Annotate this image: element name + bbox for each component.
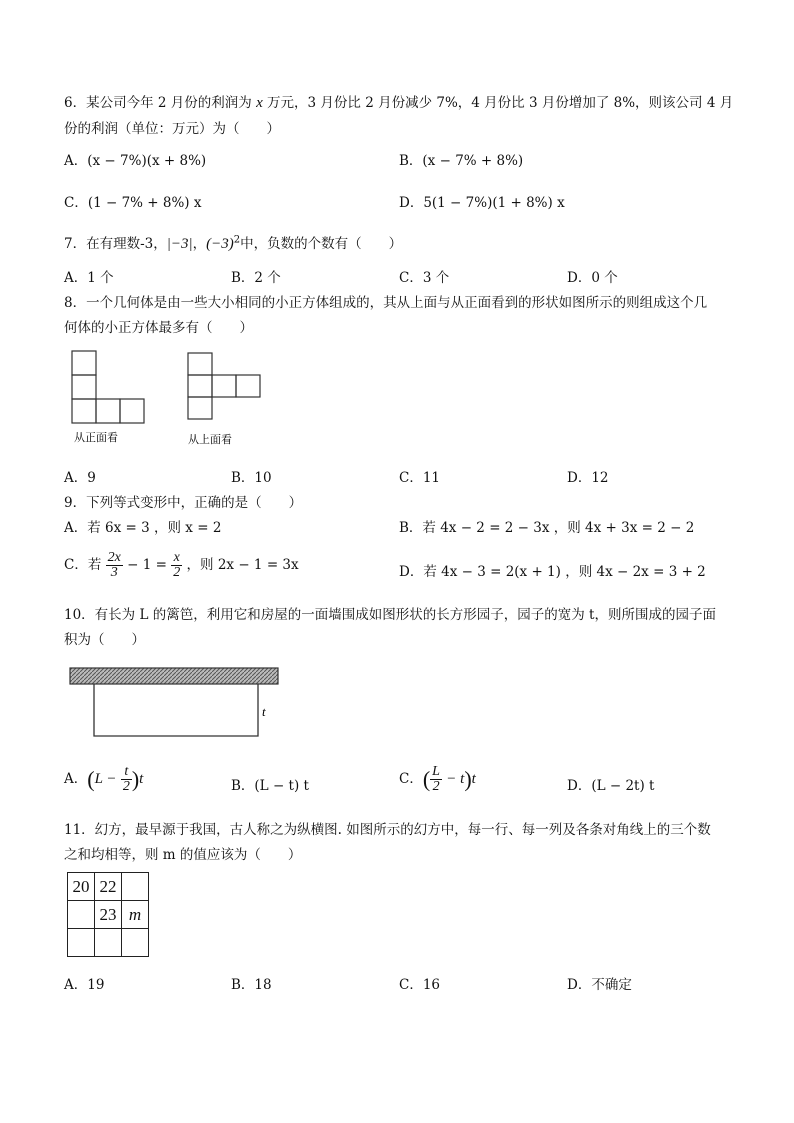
q6-option-c: C．(1 − 7% + 8%) x	[64, 195, 202, 211]
q9-option-a: A．若 6x = 3 ，则 x = 2	[64, 520, 222, 536]
q8-stem-line1: 8．一个几何体是由一些大小相同的小正方体组成的，其从上面与从正面看到的形状如图所示的则组成这个几	[64, 295, 708, 311]
fence-width-label: t	[262, 704, 266, 719]
top-view-shape	[188, 353, 260, 419]
q8-option-c: C．11	[399, 470, 441, 486]
q10-stem-line1: 10．有长为 L 的篱笆，利用它和房屋的一面墙围成如图形状的长方形园子，园子的宽为 t，则所围成的园子面	[64, 607, 716, 623]
q8-figure	[64, 347, 284, 453]
magic-cell: 23	[95, 901, 122, 929]
q11-option-a: A．19	[64, 977, 105, 993]
magic-cell	[68, 929, 95, 957]
q10-option-b: B．(L − t) t	[231, 778, 309, 794]
magic-cell	[68, 901, 95, 929]
magic-cell-m: m	[122, 901, 149, 929]
q10-option-c: C．( $\frac{L}{2}$ − t)t	[399, 764, 476, 794]
q11-magic-square	[67, 872, 149, 957]
house-wall	[70, 668, 278, 684]
q10-stem-line2: 积为（ ）	[64, 632, 145, 648]
q6-option-d: D．5(1 − 7%)(1 + 8%) x	[399, 195, 565, 211]
top-view-caption: 从上面看	[188, 433, 232, 446]
q10-option-d: D．(L − 2t) t	[567, 778, 655, 794]
q8-option-a: A．9	[64, 470, 96, 486]
magic-cell	[95, 929, 122, 957]
q11-stem-line2: 之和均相等，则 m 的值应该为（ ）	[64, 847, 302, 863]
q6-option-b: B．(x − 7% + 8%)	[399, 153, 524, 169]
q7-option-b: B．2 个	[231, 270, 281, 286]
q8-stem-line2: 何体的小正方体最多有（ ）	[64, 320, 253, 336]
q6-stem-line1: 6．某公司今年 2 月份的利润为 x 万元，3 月份比 2 月份减少 7%，4 月份比 3 月份增加了 8%，则该公司 4 月	[64, 95, 734, 111]
q8-option-d: D．12	[567, 470, 609, 486]
q9-option-b: B．若 4x − 2 = 2 − 3x ，则 4x + 3x = 2 − 2	[399, 520, 695, 536]
q10-option-a: A．(L − $\frac{t}{2}$ )t	[64, 764, 144, 794]
magic-cell	[122, 873, 149, 901]
front-view-caption: 从正面看	[74, 431, 118, 444]
q11-option-c: C．16	[399, 977, 441, 993]
q7-option-c: C．3 个	[399, 270, 450, 286]
q7-stem: 7．在有理数-3，|−3|，$(-3)^2$中，负数的个数有（ ）	[64, 234, 403, 252]
q8-option-b: B．10	[231, 470, 272, 486]
q9-option-d: D．若 4x − 3 = 2(x + 1) ，则 4x − 2x = 3 + 2	[399, 564, 706, 580]
magic-cell	[122, 929, 149, 957]
q9-stem: 9．下列等式变形中，正确的是（ ）	[64, 495, 303, 511]
q11-option-b: B．18	[231, 977, 272, 993]
magic-cell: 22	[95, 873, 122, 901]
q7-option-d: D．0 个	[567, 270, 618, 286]
front-view-shape	[72, 351, 144, 423]
q6-option-a: A．(x − 7%)(x + 8%)	[64, 153, 207, 169]
q11-stem-line1: 11．幻方，最早源于我国，古人称之为纵横图. 如图所示的幻方中，每一行、每一列及各条对角线上的三个数	[64, 822, 711, 838]
fence-outline	[94, 684, 258, 736]
q11-option-d: D．不确定	[567, 977, 632, 993]
q6-stem-line2: 份的利润（单位：万元）为（ ）	[64, 121, 280, 137]
q9-option-c: C．若 $\frac{2x}{3}$ − 1 = $\frac{x}{2}$ ，则 2x − 1 = 3x	[64, 550, 299, 580]
q7-option-a: A．1 个	[64, 270, 114, 286]
magic-cell: 20	[68, 873, 95, 901]
q10-garden-figure	[68, 664, 282, 744]
